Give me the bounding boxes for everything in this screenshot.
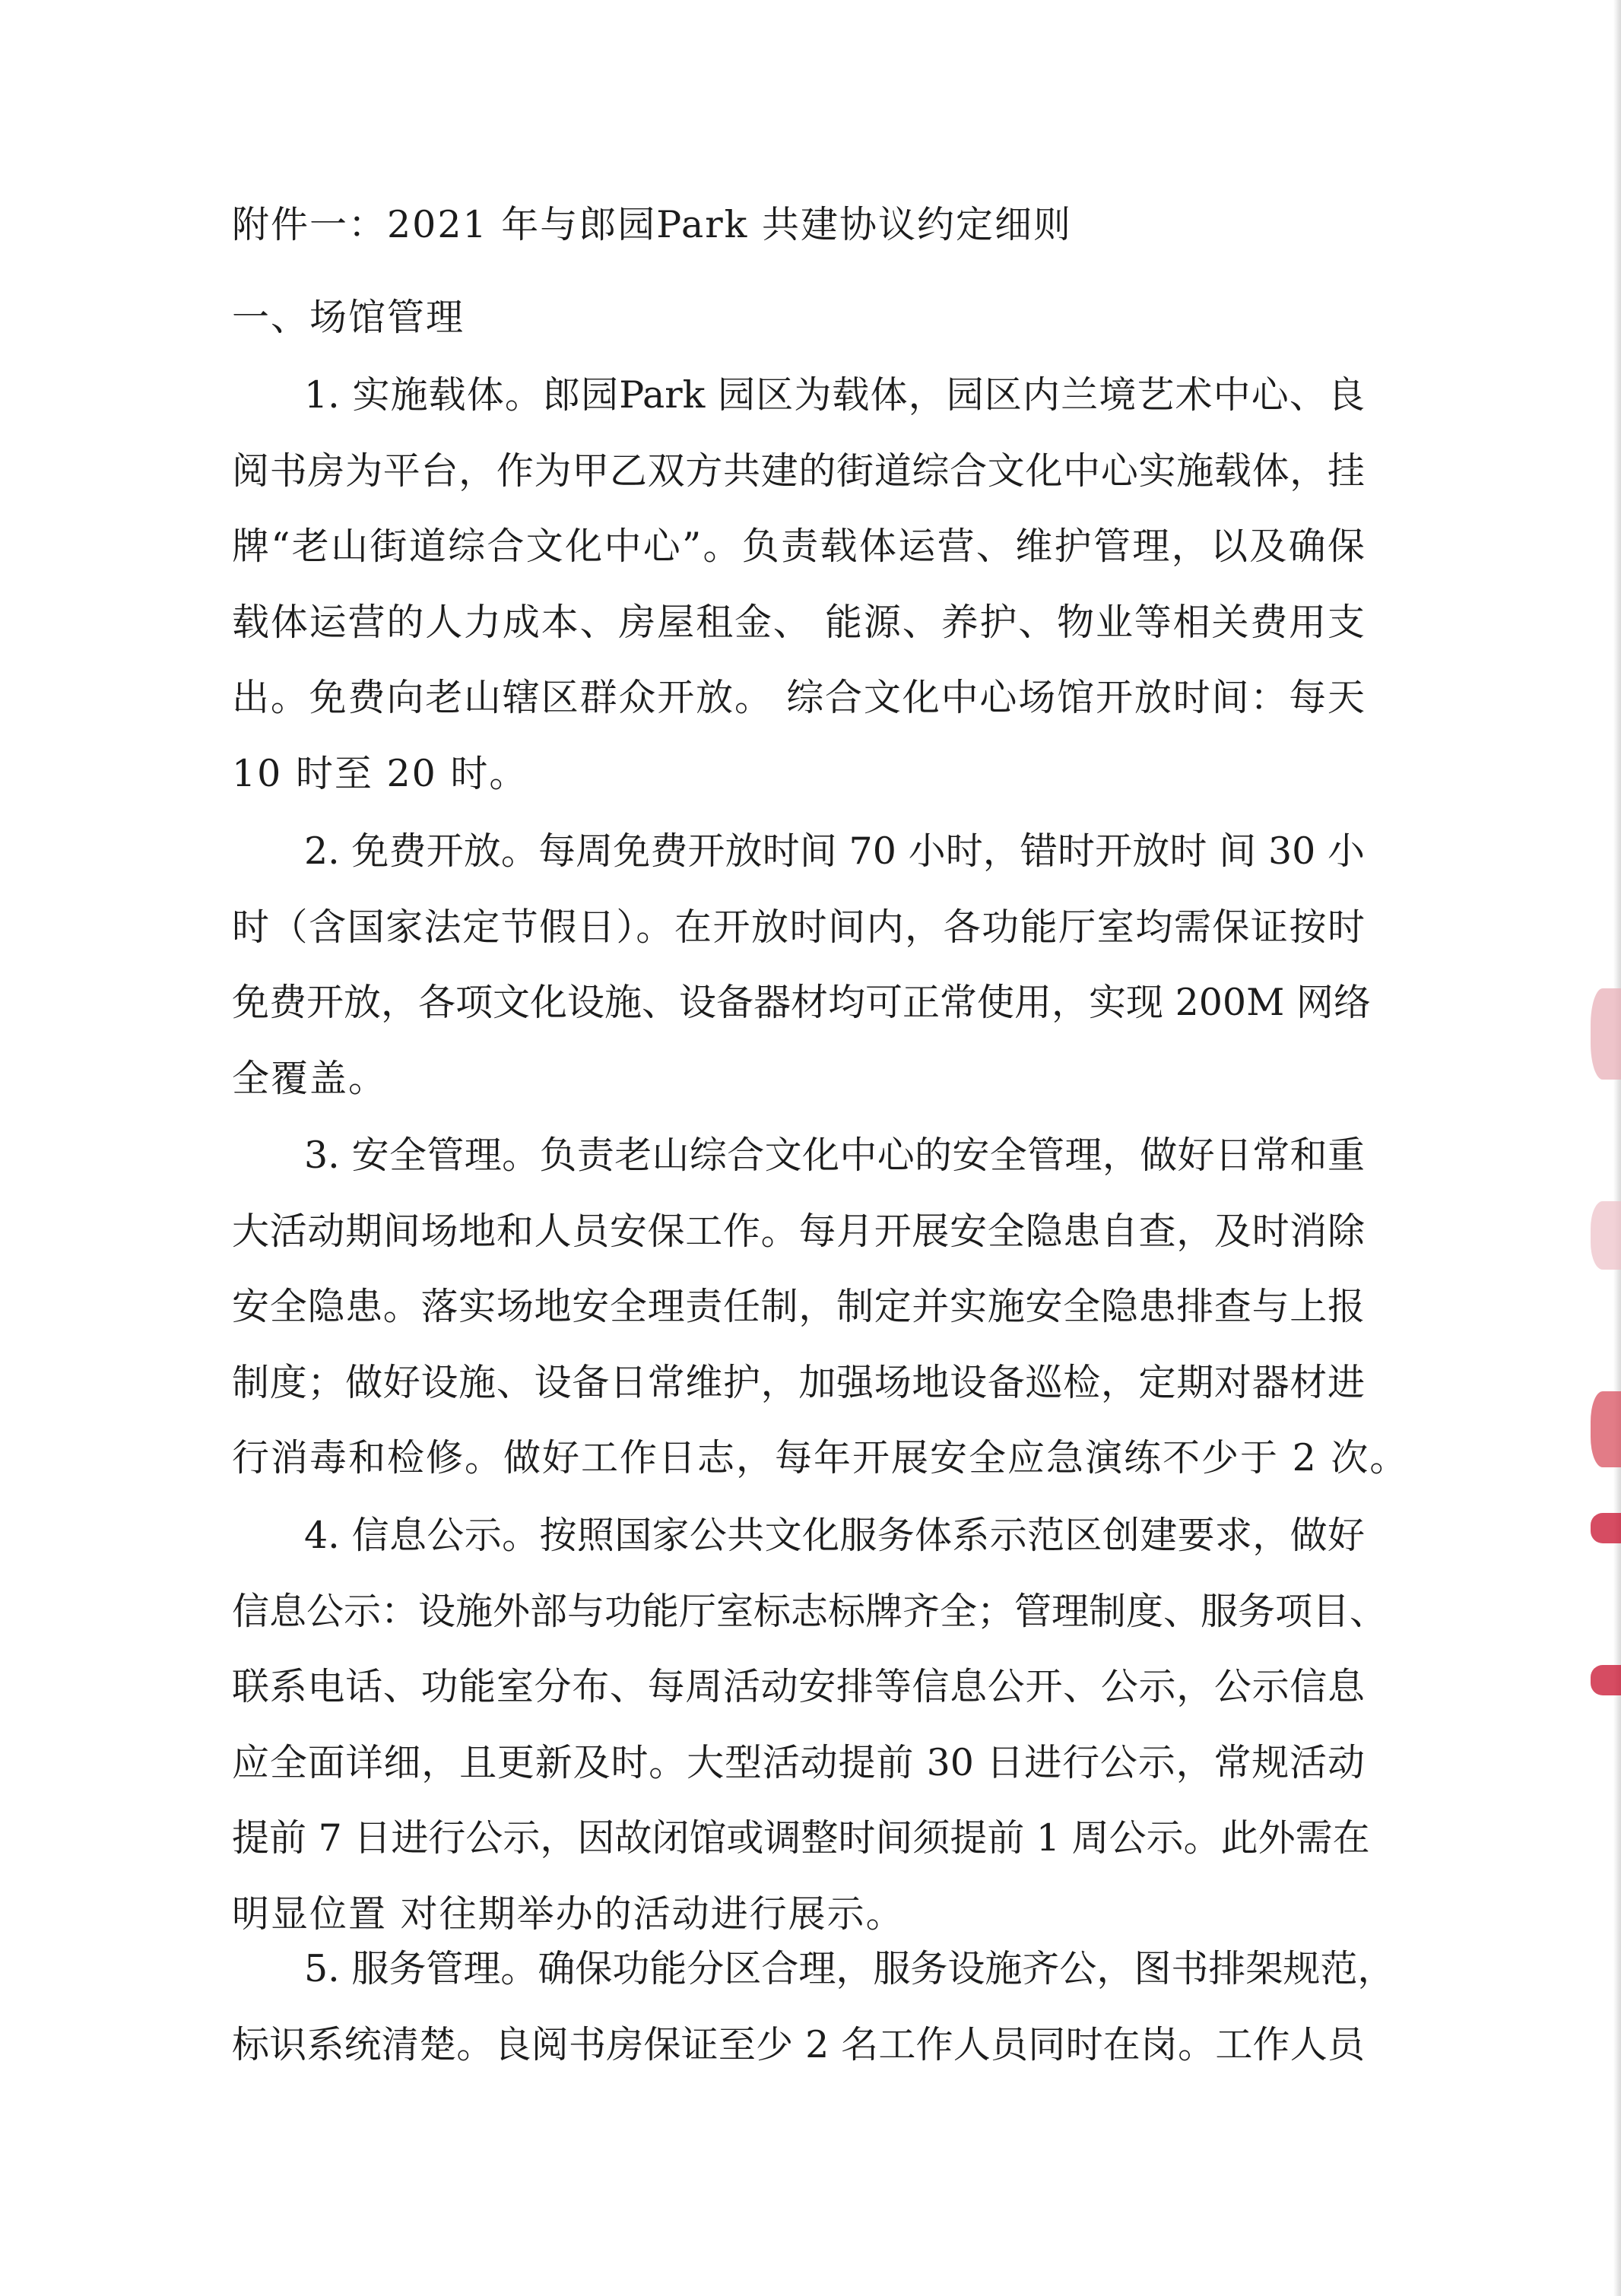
paragraph-2-line-1: 2. 免费开放。每周免费开放时间 70 小时，错时开放时 间 30 小 bbox=[304, 829, 1365, 873]
paragraph-2-line-2: 时（含国家法定节假日）。在开放时间内，各功能厅室均需保证按时 bbox=[232, 905, 1365, 949]
seal-fragment-1 bbox=[1591, 988, 1621, 1080]
paragraph-4-line-2: 信息公示：设施外部与功能厅室标志标牌齐全；管理制度、服务项目、 bbox=[232, 1590, 1388, 1633]
section-heading: 一、场馆管理 bbox=[232, 296, 465, 339]
paragraph-4-line-6: 明显位置 对往期举办的活动进行展示。 bbox=[232, 1892, 905, 1936]
paragraph-5-line-2: 标识系统清楚。良阅书房保证至少 2 名工作人员同时在岗。工作人员 bbox=[232, 2023, 1365, 2066]
seal-fragment-3 bbox=[1591, 1391, 1621, 1467]
paragraph-3-line-1: 3. 安全管理。负责老山综合文化中心的安全管理，做好日常和重 bbox=[304, 1134, 1365, 1177]
paragraph-2-line-4: 全覆盖。 bbox=[232, 1057, 388, 1100]
seal-fragment-4 bbox=[1591, 1513, 1621, 1543]
paragraph-3-line-4: 制度；做好设施、设备日常维护，加强场地设备巡检，定期对器材进 bbox=[232, 1361, 1365, 1404]
paragraph-4-line-3: 联系电话、功能室分布、每周活动安排等信息公开、公示，公示信息 bbox=[232, 1665, 1365, 1708]
document-title: 附件一：2021 年与郎园Park 共建协议约定细则 bbox=[232, 203, 1072, 246]
paragraph-4-line-4: 应全面详细，且更新及时。大型活动提前 30 日进行公示，常规活动 bbox=[232, 1741, 1365, 1784]
paragraph-1-line-6: 10 时至 20 时。 bbox=[232, 752, 528, 795]
paragraph-1-line-1: 1. 实施载体。郎园Park 园区为载体，园区内兰境艺术中心、良 bbox=[304, 373, 1365, 417]
paragraph-4-line-1: 4. 信息公示。按照国家公共文化服务体系示范区创建要求，做好 bbox=[304, 1514, 1365, 1557]
seal-fragment-5 bbox=[1591, 1665, 1621, 1695]
scan-edge-shadow bbox=[1613, 0, 1621, 2296]
paragraph-2-line-3: 免费开放，各项文化设施、设备器材均可正常使用，实现 200M 网络 bbox=[232, 981, 1371, 1024]
paragraph-1-line-3: 牌“老山街道综合文化中心”。负责载体运营、维护管理，以及确保 bbox=[232, 525, 1365, 568]
paragraph-3-line-3: 安全隐患。落实场地安全理责任制，制定并实施安全隐患排查与上报 bbox=[232, 1285, 1365, 1328]
paragraph-1-line-5: 出。免费向老山辖区群众开放。 综合文化中心场馆开放时间：每天 bbox=[232, 676, 1365, 719]
paragraph-1-line-2: 阅书房为平台，作为甲乙双方共建的街道综合文化中心实施载体，挂 bbox=[232, 449, 1365, 493]
seal-fragment-2 bbox=[1591, 1201, 1621, 1270]
paragraph-3-line-5: 行消毒和检修。做好工作日志，每年开展安全应急演练不少于 2 次。 bbox=[232, 1436, 1409, 1479]
paragraph-1-line-4: 载体运营的人力成本、房屋租金、 能源、养护、物业等相关费用支 bbox=[232, 601, 1365, 644]
paragraph-3-line-2: 大活动期间场地和人员安保工作。每月开展安全隐患自查，及时消除 bbox=[232, 1210, 1365, 1253]
paragraph-4-line-5: 提前 7 日进行公示，因故闭馆或调整时间须提前 1 周公示。此外需在 bbox=[232, 1816, 1370, 1860]
paragraph-5-line-1: 5. 服务管理。确保功能分区合理，服务设施齐公，图书排架规范， bbox=[304, 1947, 1395, 1990]
